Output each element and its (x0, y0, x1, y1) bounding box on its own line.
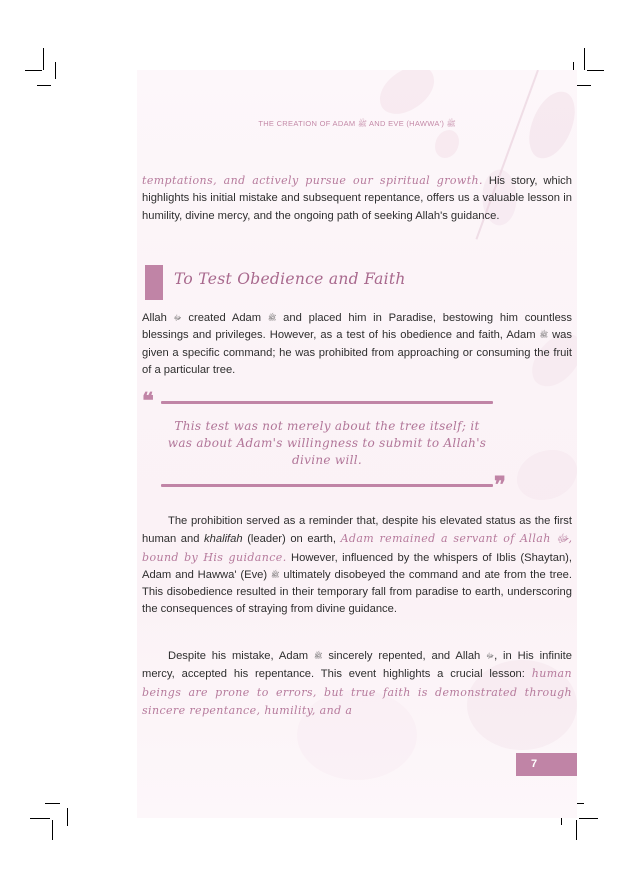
honorific-glyph: ﷺ (267, 315, 277, 322)
body-text: sincerely repented, and Allah (322, 650, 487, 662)
paragraph-2 (142, 513, 572, 619)
honorific-glyph: ﷺ (313, 653, 323, 660)
intro-paragraph (142, 172, 572, 225)
crop-mark (25, 70, 42, 71)
book-page (137, 70, 577, 818)
honorific-glyph: ﷻ (486, 653, 495, 660)
paragraph-3 (142, 648, 572, 720)
body-text: (leader) on earth, (242, 533, 341, 546)
body-text: The prohibition served as a reminder that, despite his elevated status as the first human and (142, 515, 572, 546)
honorific-glyph: ﷺ (271, 571, 280, 579)
crop-mark (576, 820, 577, 840)
emphasis-text: temptations, and actively pursue our spiritual growth. (142, 174, 483, 187)
quote-bottom-rule (161, 484, 493, 487)
body-text: and placed him in Paradise, bestowing him countless blessings and privileges. However, as a test of his obedience and faith, Adam (142, 312, 572, 342)
body-text: ultimately disobeyed the command and ate from the tree. This disobedience resulted in their temporary fall from paradise to earth, underscoring the consequences of straying from divine guidance. (142, 568, 572, 616)
body-text: Despite his mistake, Adam (168, 650, 314, 662)
body-text: , in His infinite mercy, accepted his repentance. This event highlights a crucial lesson: (142, 650, 572, 681)
crop-mark (587, 70, 604, 71)
floral-bud-decoration (435, 130, 459, 158)
body-text: His story, which highlights his initial mistake and subsequent repentance, offers us a valuable lesson in humility, divine mercy, and the ongoing path of seeking Allah's guidance. (142, 175, 572, 222)
body-text: However, influenced by the whispers of Iblis (Shaytan), Adam and Hawwa' (Eve) (142, 551, 573, 581)
crop-mark (43, 48, 44, 70)
floral-leaf-decoration (517, 450, 577, 500)
emphasis-text: Adam remained a servant of Allah ﷻ, bound by His guidance. (142, 532, 572, 564)
heading-accent-bar (145, 265, 163, 300)
crop-mark (37, 85, 51, 86)
running-head: THE CREATION OF ADAM ﷺ AND EVE (HAWWA') ﷺ (258, 119, 456, 128)
emphasis-text: human beings are prone to errors, but true faith is demonstrated through sincere repentance, humility, and a (142, 667, 572, 717)
body-text: was given a specific command; he was prohibited from approaching or consuming the fruit of a particular tree. (142, 329, 572, 376)
open-quote-icon: ❝ (142, 388, 154, 414)
floral-leaf-decoration (371, 70, 442, 121)
crop-mark (584, 48, 585, 70)
page-number: 7 (516, 753, 577, 776)
crop-mark (30, 818, 50, 819)
crop-mark (577, 85, 591, 86)
honorific-glyph: ﷻ (173, 315, 182, 322)
body-text: created Adam (181, 312, 268, 324)
body-text: Allah (142, 312, 174, 324)
pull-quote-text: This test was not merely about the tree itself; it was about Adam's willingness to submit to Allah's divine will. (167, 419, 487, 467)
close-quote-icon: ❞ (494, 472, 506, 498)
quote-top-rule (161, 401, 493, 404)
section-heading: To Test Obedience and Faith (174, 270, 406, 288)
crop-mark (55, 62, 56, 79)
honorific-glyph: ﷺ (539, 332, 549, 340)
italic-term: khalifah (204, 533, 243, 546)
crop-mark (52, 820, 53, 840)
crop-mark (67, 808, 68, 826)
crop-mark (579, 818, 598, 819)
paragraph-1 (142, 310, 572, 379)
crop-mark (45, 803, 60, 804)
